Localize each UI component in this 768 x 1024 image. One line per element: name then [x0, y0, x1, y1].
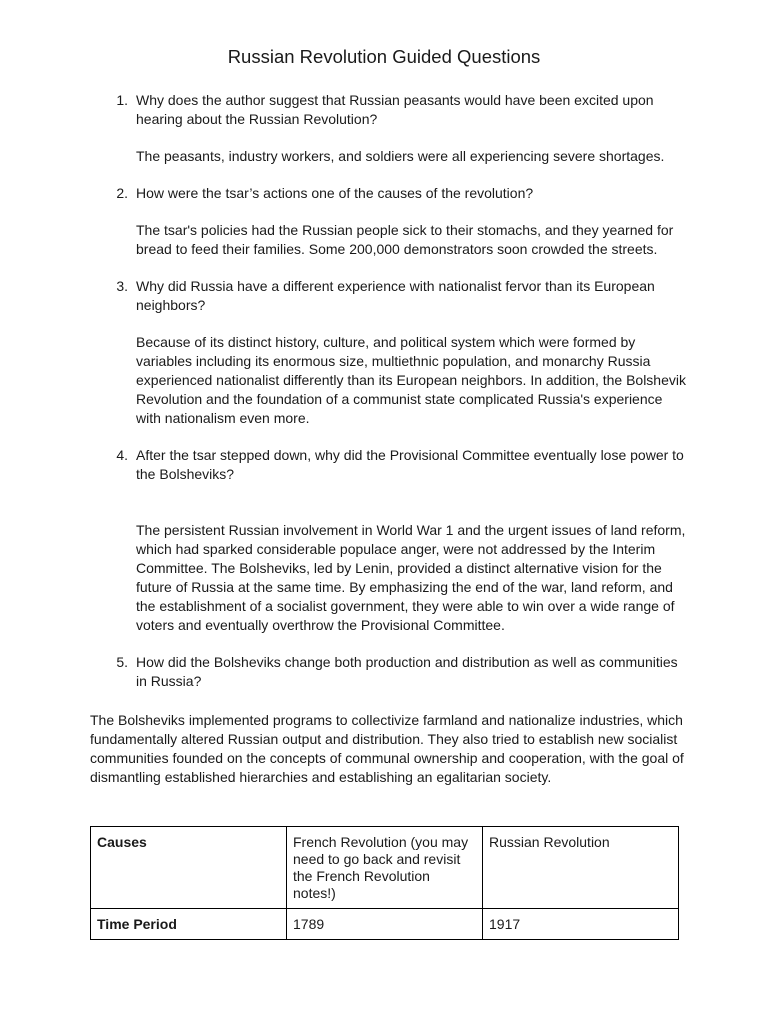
table-header-cell: French Revolution (you may need to go back and revisit the French Revolution notes!) [287, 827, 483, 909]
question-item-4 [110, 446, 690, 635]
answer-text: Because of its distinct history, culture, and political system which were formed by variables including its enormous size, multiethnic population, and monarchy Russia experienced nationalist differently than its European neighbors. In addition, the Bolshevik Revolution and the foundation of a communist state complicated Russia's experience with nationalism even more. [136, 334, 686, 426]
question-text: How were the tsar’s actions one of the causes of the revolution? [136, 185, 534, 201]
question-text: After the tsar stepped down, why did the Provisional Committee eventually lose power to the Bolsheviks? [136, 447, 684, 482]
question-number: 3. [116, 278, 128, 294]
table-cell: 1789 [287, 909, 483, 940]
table-cell: 1917 [483, 909, 679, 940]
answer-text: The peasants, industry workers, and soldiers were all experiencing severe shortages. [136, 148, 665, 164]
question-item-1 [110, 91, 690, 166]
question-number: 4. [116, 447, 128, 463]
question-number: 2. [116, 185, 128, 201]
question-item-2 [110, 184, 690, 259]
question-text: How did the Bolsheviks change both production and distribution as well as communities in Russia? [136, 654, 678, 689]
question-item-5 [110, 653, 690, 691]
question-list [110, 91, 690, 691]
answer-text: The persistent Russian involvement in World War 1 and the urgent issues of land reform, which had sparked considerable populace anger, were not addressed by the Interim Committee. The Bolsheviks, led by Lenin, provided a distinct alternative vision for the future of Russia at the same time. By emphasizing the end of the war, land reform, and the establishment of a socialist government, they were able to win over a wide range of voters and eventually overthrow the Provisional Committee. [136, 522, 686, 633]
answer-text: The tsar's policies had the Russian people sick to their stomachs, and they yearned for bread to feed their families. Some 200,000 demonstrators soon crowded the streets. [136, 222, 674, 257]
question-number: 5. [116, 654, 128, 670]
page-title: Russian Revolution Guided Questions [227, 46, 541, 67]
question-text: Why does the author suggest that Russian peasants would have been excited upon hearing about the Russian Revolution? [136, 92, 654, 127]
comparison-table [90, 826, 679, 940]
table-header-cell: Russian Revolution [483, 827, 679, 909]
question-item-3 [110, 277, 690, 428]
table-header-row [91, 827, 679, 909]
table-row [91, 909, 679, 940]
question-number: 1. [116, 92, 128, 108]
question-text: Why did Russia have a different experience with nationalist fervor than its European neighbors? [136, 278, 655, 313]
table-cell: Time Period [91, 909, 287, 940]
answer-text-5: The Bolsheviks implemented programs to collectivize farmland and nationalize industries, which fundamentally altered Russian output and distribution. They also tried to establish new socialist communities founded on the concepts of communal ownership and cooperation, with the goal of dismantling established hierarchies and establishing an egalitarian society. [90, 712, 684, 785]
table-header-cell: Causes [91, 827, 287, 909]
